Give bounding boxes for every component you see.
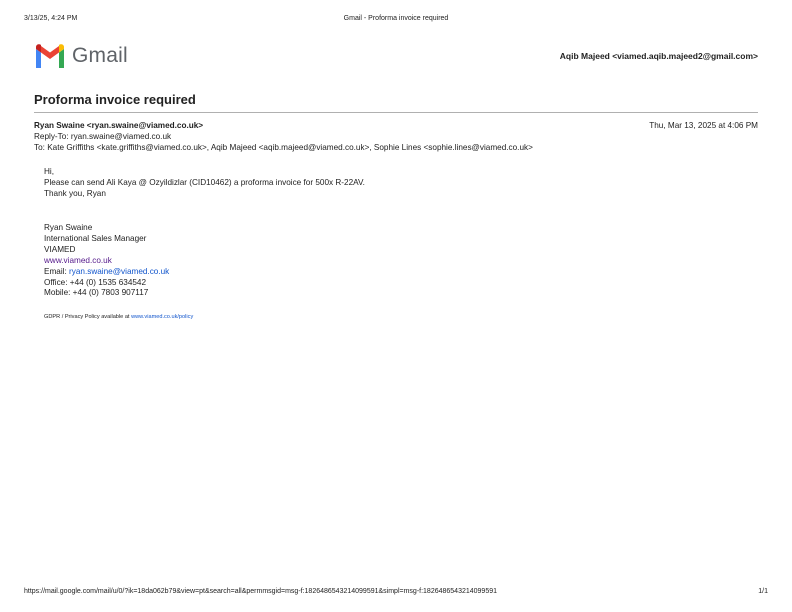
message-body (44, 167, 365, 199)
website-link[interactable]: www.viamed.co.uk (44, 255, 112, 265)
signature (44, 223, 169, 299)
gdpr-text: GDPR / Privacy Policy available at (44, 314, 130, 320)
email-subject: Proforma invoice required (34, 92, 196, 107)
email-link[interactable]: ryan.swaine@viamed.co.uk (69, 266, 170, 276)
body-line: Please can send Ali Kaya @ Ozyildizlar (CID10462) a proforma invoice for 500x R-22AV. (44, 177, 365, 187)
signature-role: International Sales Manager (44, 233, 147, 243)
print-date: 3/13/25, 4:24 PM (24, 15, 78, 22)
page-url: https://mail.google.com/mail/u/0/?ik=18da062b79&view=pt&search=all&permmsgid=msg-f:1826486543214099591&simpl=msg-f:1826486543214099591 (24, 588, 498, 595)
reply-to: Reply-To: ryan.swaine@viamed.co.uk (34, 131, 172, 141)
policy-link[interactable]: www.viamed.co.uk/policy (131, 314, 194, 320)
subject-divider (34, 112, 758, 113)
gmail-wordmark: Gmail (72, 44, 128, 67)
account-address: Aqib Majeed <viamed.aqib.majeed2@gmail.com> (559, 51, 758, 61)
print-footer (24, 588, 768, 595)
gdpr-notice (44, 314, 193, 320)
sent-date: Thu, Mar 13, 2025 at 4:06 PM (649, 121, 758, 130)
recipients: To: Kate Griffiths <kate.griffiths@viamed.co.uk>, Aqib Majeed <aqib.majeed@viamed.co.uk>, Sophie Lines <sophie.lines@viamed.co.uk> (34, 142, 533, 152)
print-header (24, 15, 768, 27)
signature-name: Ryan Swaine (44, 223, 93, 232)
page-number: 1/1 (758, 588, 768, 595)
gmail-logo-icon (34, 43, 66, 69)
closing: Thank you, Ryan (44, 188, 106, 198)
office-phone: Office: +44 (0) 1535 634542 (44, 277, 147, 287)
message-header (34, 121, 758, 153)
greeting: Hi, (44, 167, 55, 176)
email-label: Email: (44, 266, 67, 276)
gmail-header (34, 43, 758, 73)
sender: Ryan Swaine <ryan.swaine@viamed.co.uk> (34, 121, 204, 130)
print-title: Gmail - Proforma invoice required (343, 15, 449, 22)
mobile-phone: Mobile: +44 (0) 7803 907117 (44, 288, 149, 298)
email-line (44, 267, 169, 278)
signature-company: VIAMED (44, 244, 76, 254)
